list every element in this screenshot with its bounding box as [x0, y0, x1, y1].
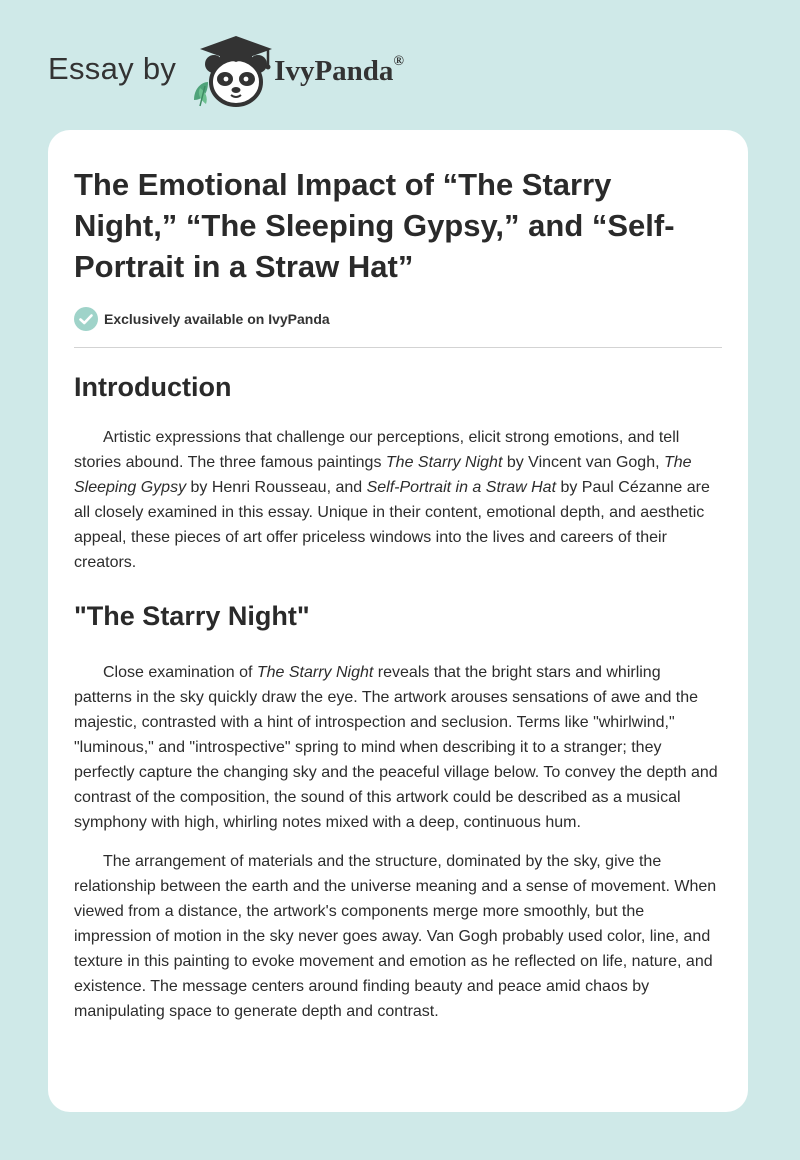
text-run: Artistic expressions that challenge our perceptions, elicit strong emotions, and tell stories abound. The three famous paintings [74, 429, 680, 471]
painting-title: Self-Portrait in a Straw Hat [366, 479, 557, 496]
essay-card [48, 130, 748, 1112]
section-starry-night [74, 599, 722, 1024]
brand-prefix: Essay by [48, 51, 177, 86]
brand-header [48, 34, 404, 110]
essay-title: The Emotional Impact of “The Starry Night,” “The Sleeping Gypsy,” and “Self-Portrait in a Straw Hat” [74, 167, 675, 284]
text-run: by Henri Rousseau, and [186, 479, 367, 496]
text-run: Close examination of [103, 664, 257, 681]
paragraph [74, 425, 722, 575]
paragraph [74, 660, 722, 835]
badge-text: Exclusively available on IvyPanda [104, 311, 330, 327]
section-heading: Introduction [74, 372, 232, 402]
painting-title: The Sleeping Gypsy [74, 454, 692, 496]
divider [74, 347, 722, 348]
check-circle-icon [74, 307, 98, 331]
text-run: reveals that the bright stars and whirling patterns in the sky quickly draw the eye. The artwork arouses sensations of awe and the majestic, contrasted with a hint of introspection and seclusion. Terms like "whirlwind," "luminous," and "introspective" spring to mind when describing it to a stranger; they perfectly capture the changing sky and the peaceful village below. To convey the depth and contrast of the composition, the sound of this artwork could be described as a musical symphony with high, whirling notes mixed with a deep, continuous hum. [74, 664, 718, 831]
text-run: by Paul Cézanne are all closely examined in this essay. Unique in their content, emotional depth, and aesthetic appeal, these pieces of art offer priceless windows into the lives and careers of their creators. [74, 479, 710, 571]
brand-name [274, 55, 404, 88]
section-introduction [74, 370, 722, 575]
painting-title: The Starry Night [385, 454, 503, 471]
panda-graduate-icon[interactable] [188, 34, 280, 110]
registered-mark: ® [393, 53, 404, 69]
exclusive-badge [74, 307, 722, 331]
painting-title: The Starry Night [256, 664, 374, 681]
text-run: by Vincent van Gogh, [502, 454, 664, 471]
section-heading: "The Starry Night" [74, 601, 310, 631]
brand-name-text: IvyPanda [274, 54, 394, 87]
paragraph: The arrangement of materials and the structure, dominated by the sky, give the relationship between the earth and the universe meaning and a sense of movement. When viewed from a distance, the artwork's components merge more smoothly, but the impression of motion in the sky never goes away. Van Gogh probably used color, line, and texture in this painting to evoke movement and emotion as he reflected on life, nature, and existence. The message centers around finding beauty and peace amid chaos by manipulating space to generate depth and contrast. [74, 853, 717, 1020]
